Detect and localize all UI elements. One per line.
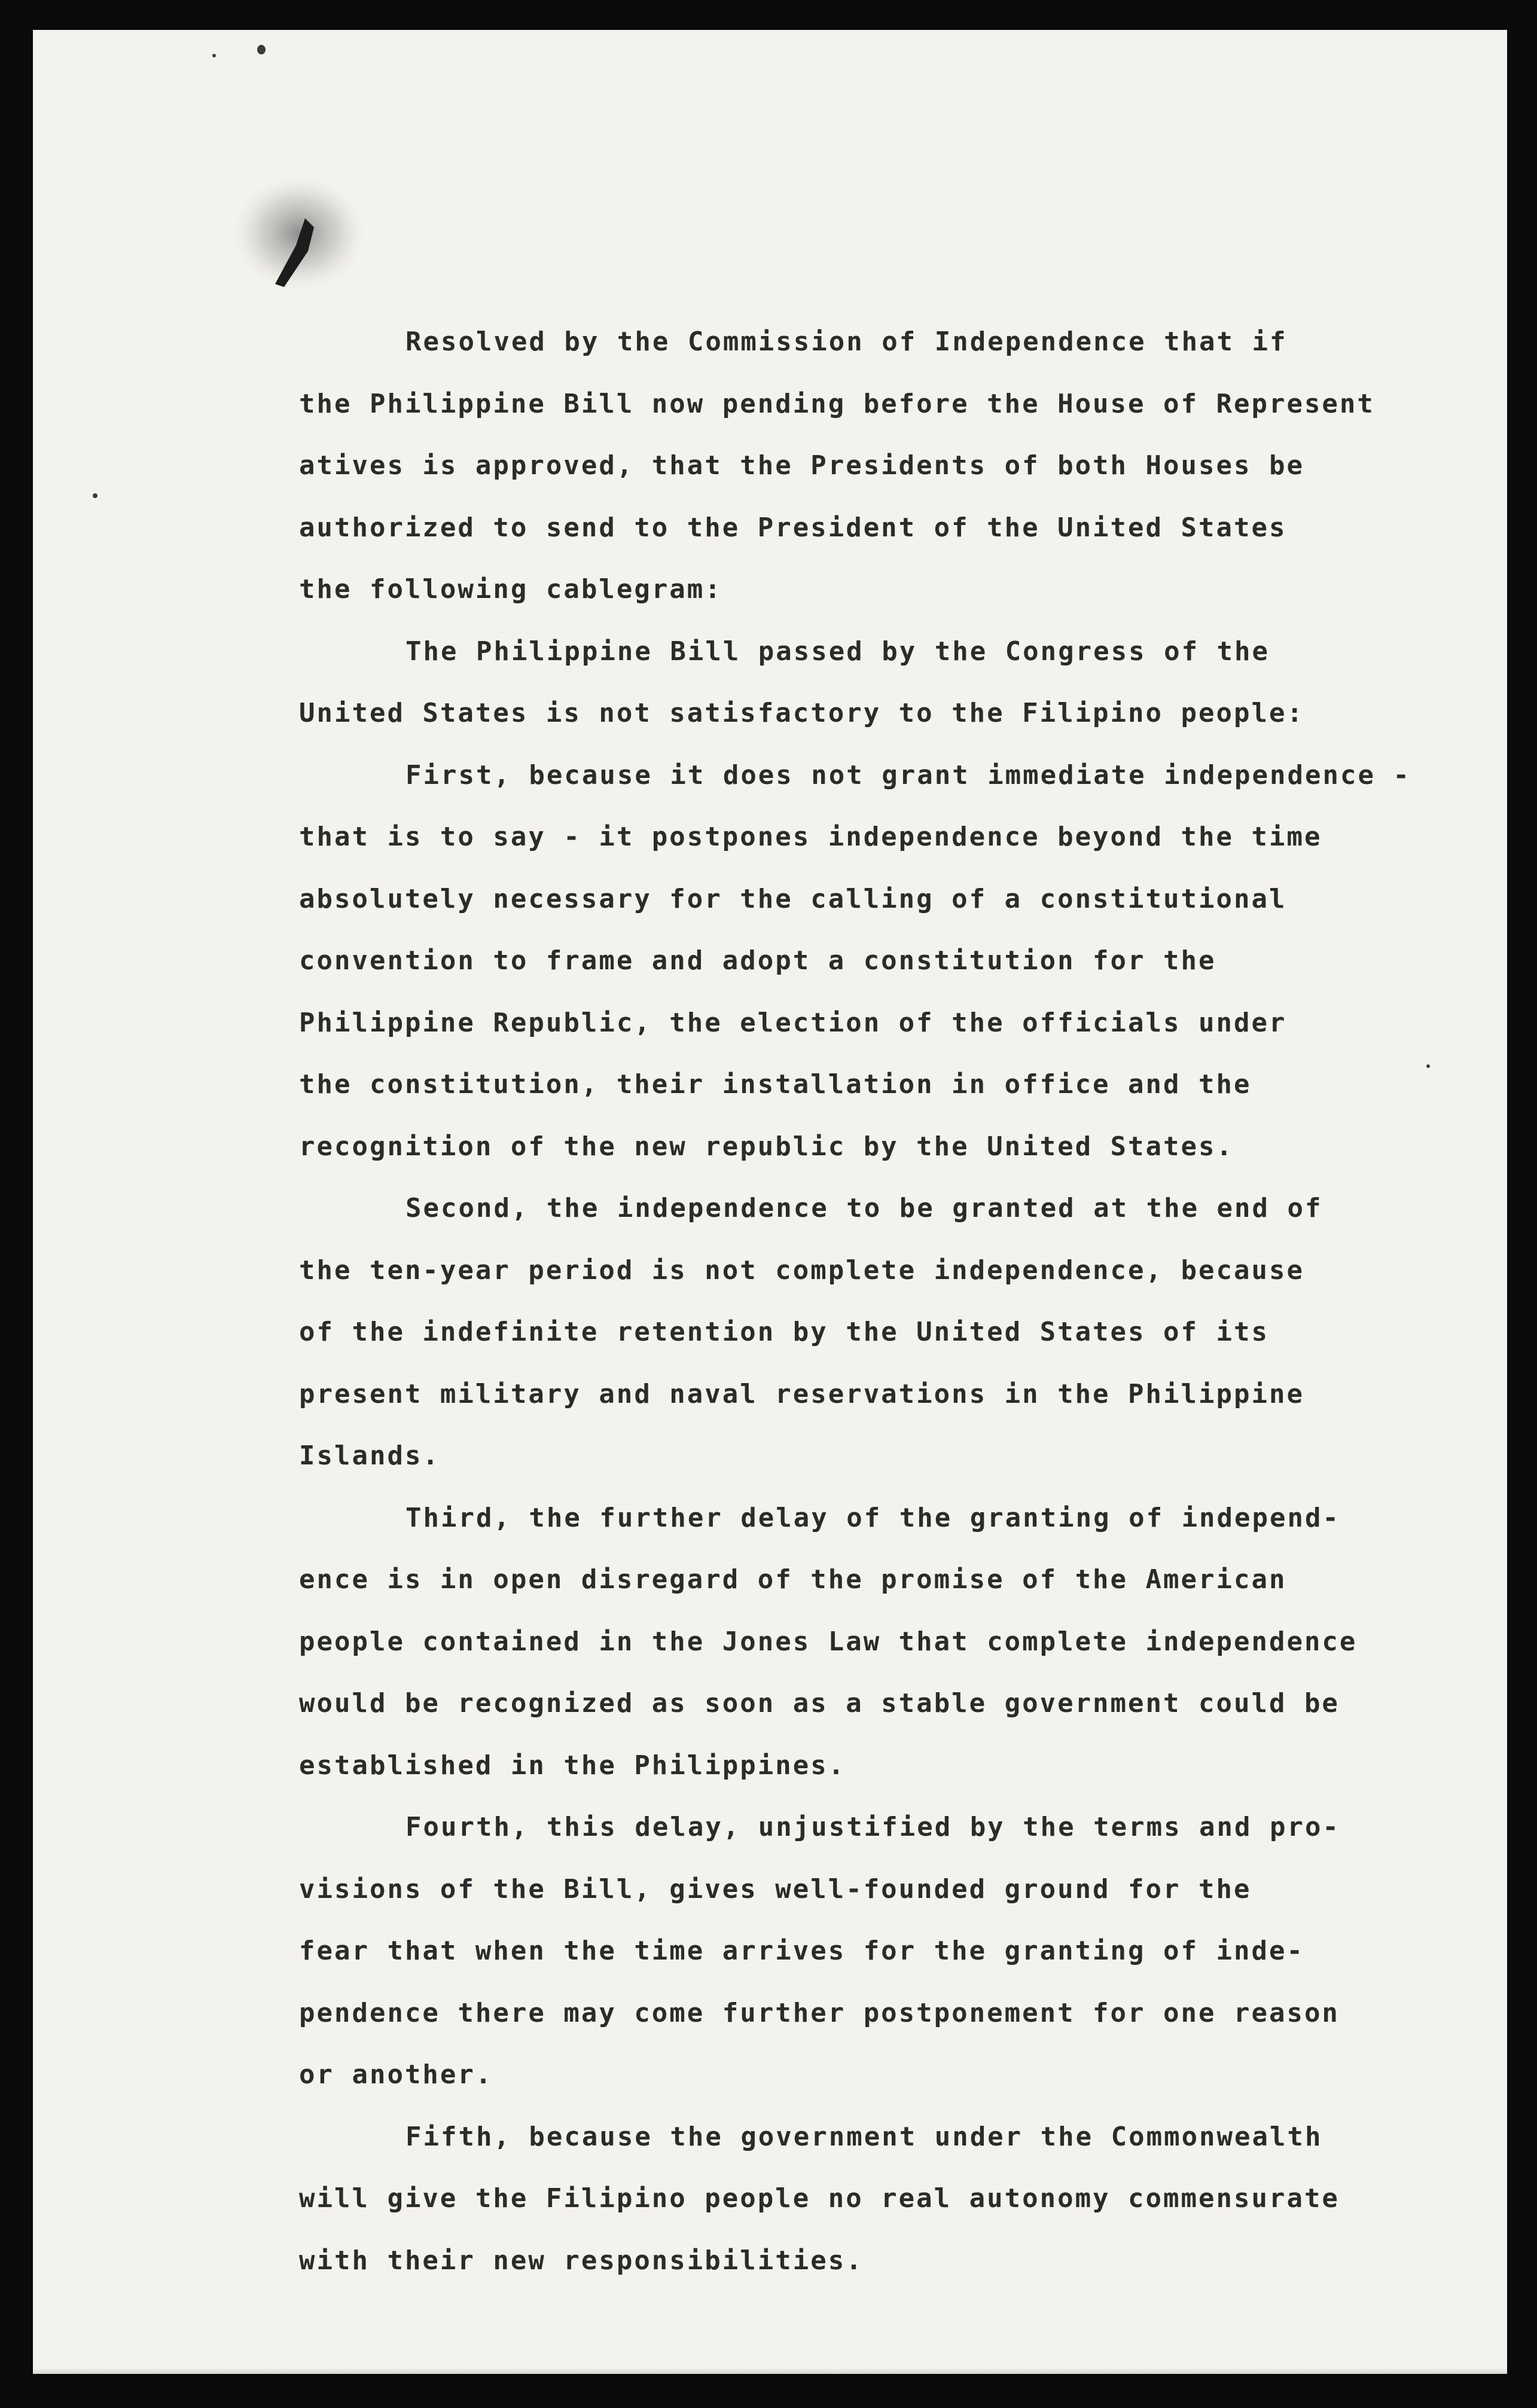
text-line: Second, the independence to be granted at the end of — [405, 1193, 1323, 1223]
speck-mark — [212, 54, 216, 57]
text-line: authorized to send to the President of the United States — [299, 512, 1287, 543]
text-line: the constitution, their installation in office and the — [299, 1069, 1252, 1100]
text-line: absolutely necessary for the calling of a constitutional — [299, 883, 1287, 914]
text-line: would be recognized as soon as a stable government could be — [299, 1688, 1340, 1719]
text-line: or another. — [299, 2059, 493, 2090]
text-line: present military and naval reservations in the Philippine — [299, 1378, 1304, 1409]
document-body — [299, 311, 1423, 2291]
text-line: the Philippine Bill now pending before the House of Represent — [299, 388, 1375, 419]
text-line: will give the Filipino people no real autonomy commensurate — [299, 2183, 1340, 2214]
text-line: that is to say - it postpones independence beyond the time — [299, 822, 1322, 852]
text-line: recognition of the new republic by the United States. — [299, 1131, 1234, 1162]
text-line: Fifth, because the government under the Commonwealth — [405, 2121, 1323, 2152]
text-line: established in the Philippines. — [299, 1750, 846, 1781]
text-line: First, because it does not grant immediate independence - — [405, 759, 1411, 791]
text-line: atives is approved, that the Presidents of both Houses be — [299, 450, 1304, 481]
speck-mark — [1426, 1064, 1430, 1068]
text-line: with their new responsibilities. — [299, 2245, 864, 2276]
text-line: Resolved by the Commission of Independence that if — [405, 326, 1288, 357]
text-line: Third, the further delay of the granting of independ- — [405, 1502, 1340, 1533]
text-line: United States is not satisfactory to the Filipino people: — [299, 698, 1304, 728]
text-line: of the indefinite retention by the United States of its — [299, 1317, 1269, 1347]
text-line: fear that when the time arrives for the granting of inde- — [299, 1936, 1304, 1966]
text-line: convention to frame and adopt a constitution for the — [299, 945, 1216, 976]
text-line: the ten-year period is not complete independence, because — [299, 1255, 1304, 1286]
speck-mark — [257, 45, 266, 54]
text-line: The Philippine Bill passed by the Congress of the — [405, 636, 1270, 667]
text-line: the following cablegram: — [299, 574, 722, 605]
speck-mark — [93, 493, 97, 498]
text-line: Philippine Republic, the election of the officials under — [299, 1007, 1287, 1038]
ink-smudge-mark — [218, 155, 374, 311]
text-line: ence is in open disregard of the promise of the American — [299, 1564, 1287, 1595]
text-line: people contained in the Jones Law that complete independence — [299, 1626, 1358, 1657]
page-bottom-edge — [33, 2368, 1507, 2374]
text-line: pendence there may come further postponement for one reason — [299, 1997, 1340, 2028]
text-line: Islands. — [299, 1440, 440, 1471]
text-line: visions of the Bill, gives well-founded ground for the — [299, 1873, 1252, 1905]
text-line: Fourth, this delay, unjustified by the terms and pro- — [405, 1812, 1340, 1842]
